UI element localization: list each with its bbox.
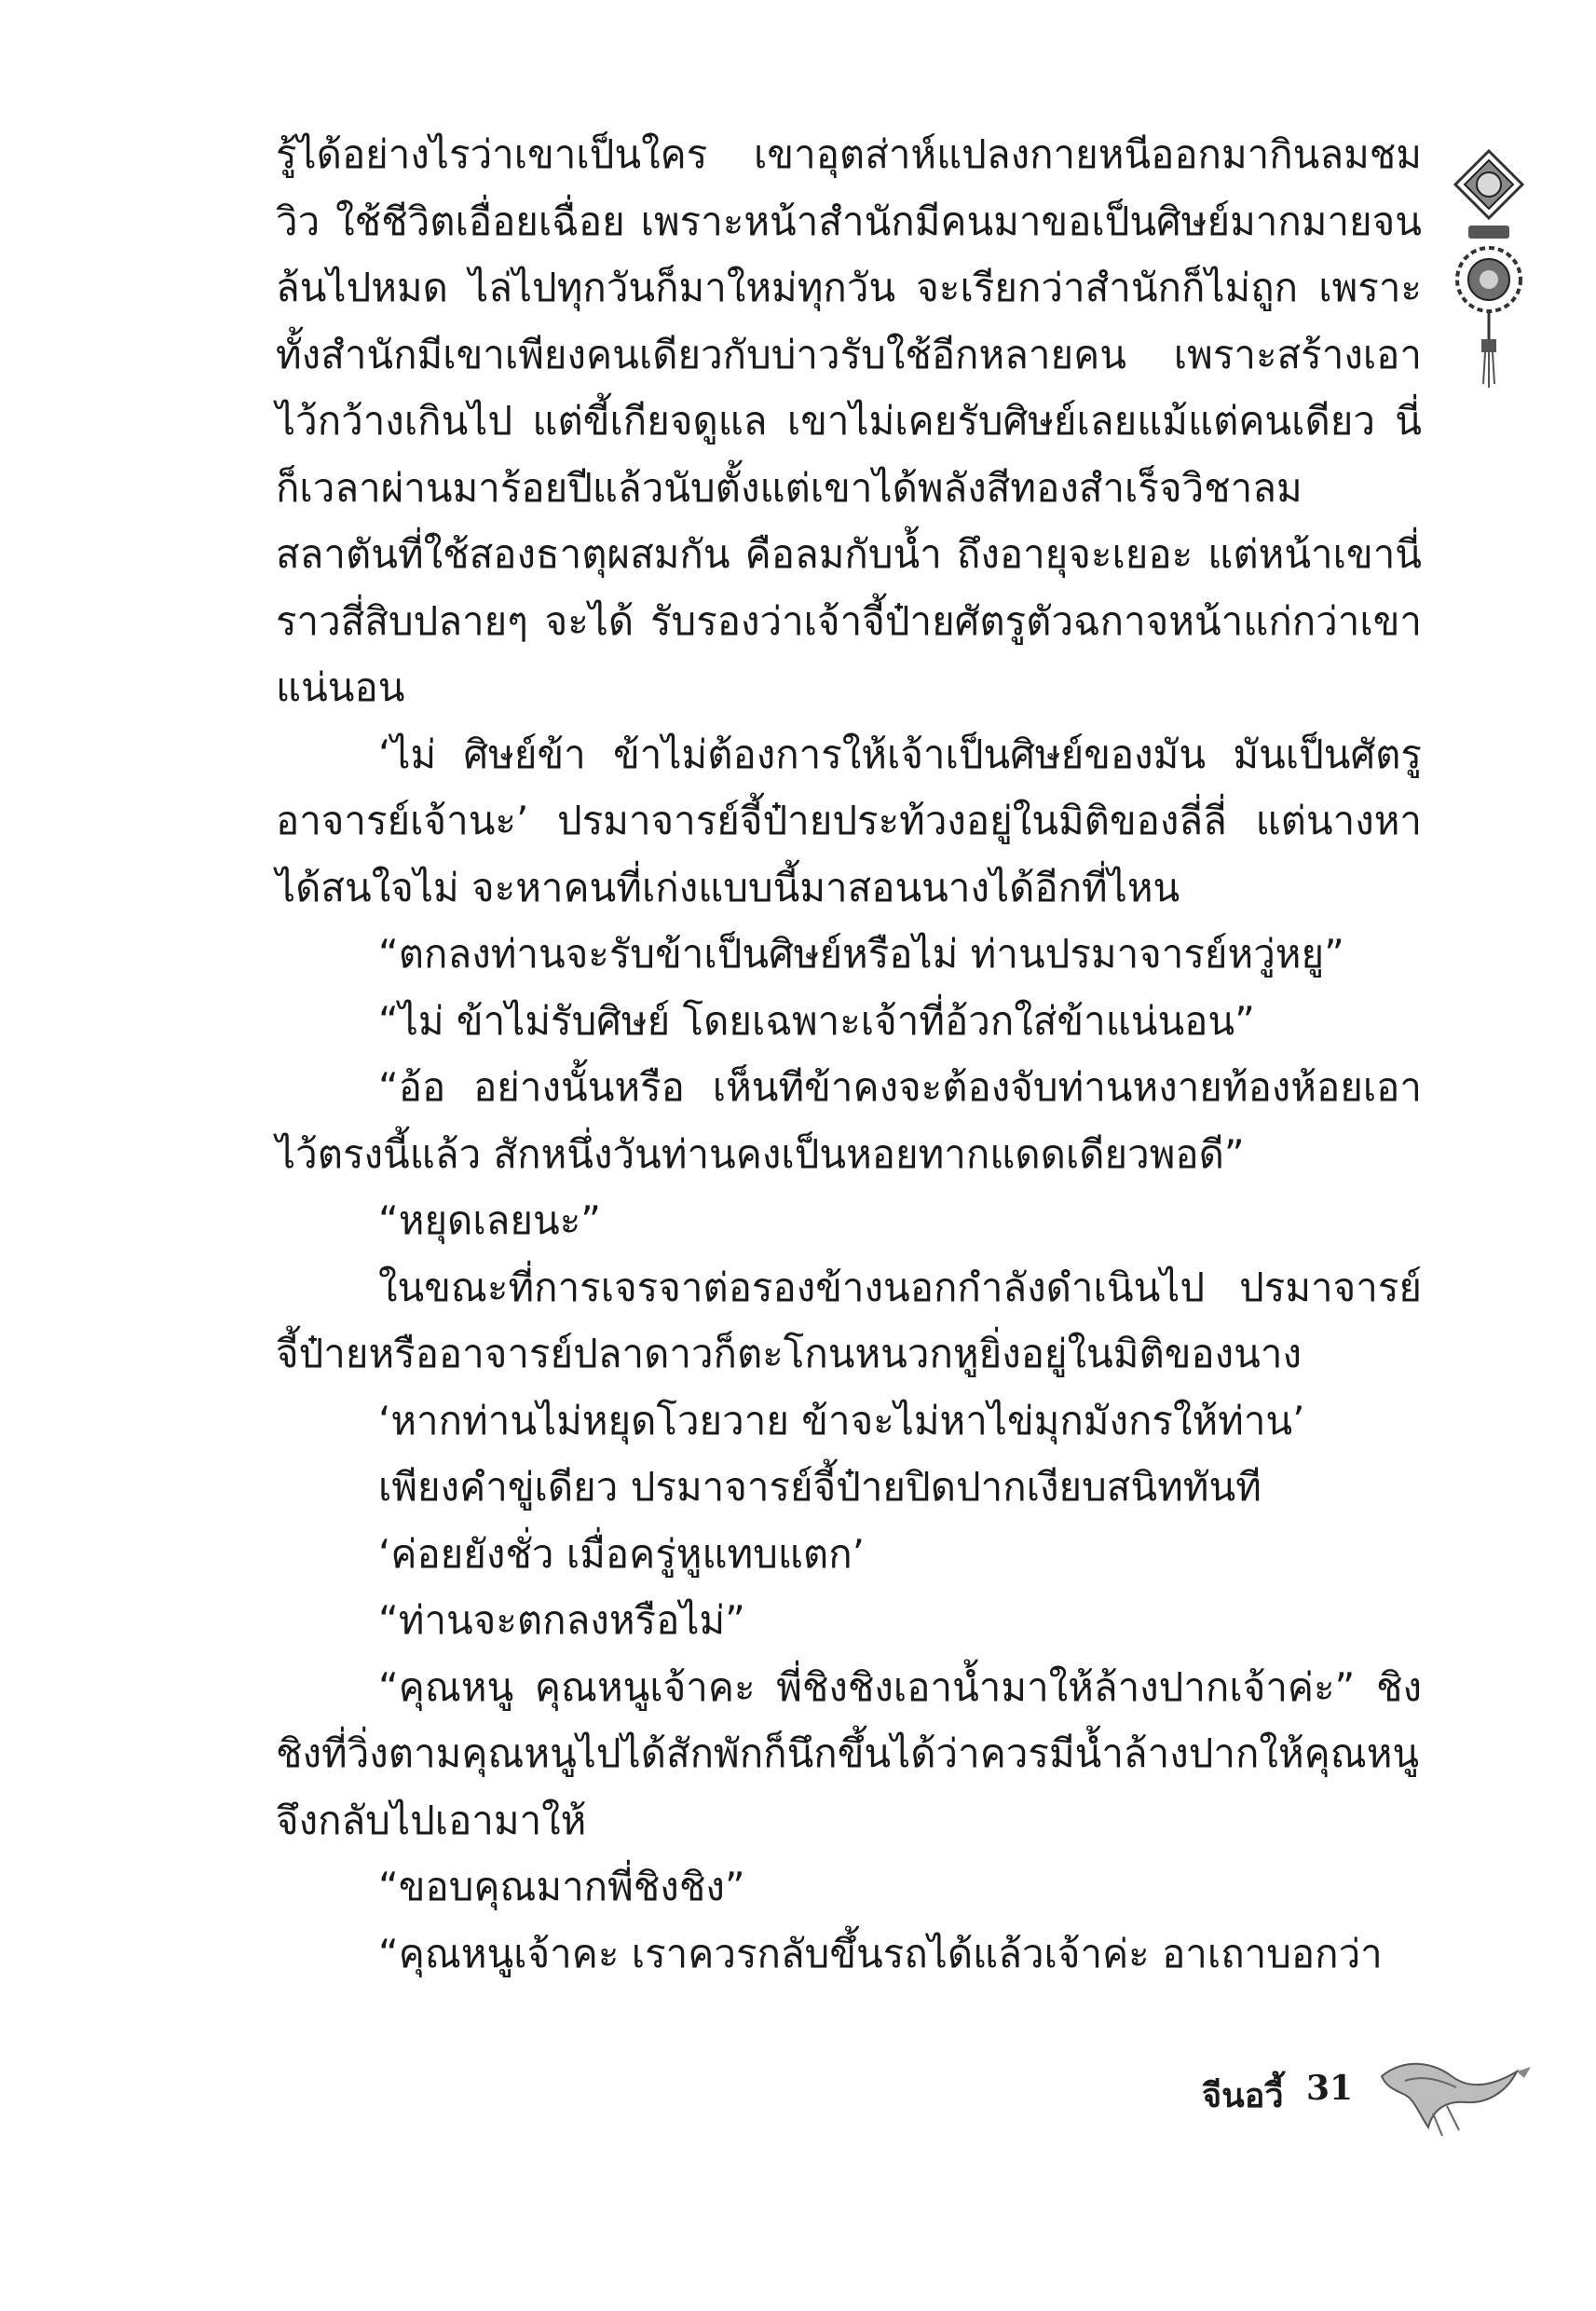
ornament-emblem-icon xyxy=(1448,149,1530,391)
paragraph: ในขณะที่การเจรจาต่อรองข้างนอกกำลังดำเนินไป ปรมาจารย์จี้ป๋ายหรืออาจารย์ปลาดาวก็ตะโกนหนวกหูยิ่งอยู่ในมิติของนาง xyxy=(276,1264,1422,1376)
dragon-ornament-icon xyxy=(1377,2039,1535,2141)
paragraph: เพียงคำขู่เดียว ปรมาจารย์จี้ป๋ายปิดปากเงียบสนิททันที xyxy=(378,1464,1262,1510)
paragraph: “อ้อ อย่างนั้นหรือ เห็นทีข้าคงจะต้องจับท่านหงายท้องห้อยเอาไว้ตรงนี้แล้ว สักหนึ่งวันท่านคงเป็นหอยทากแดดเดียวพอดี” xyxy=(276,1064,1422,1177)
book-title: จีนอวี้ xyxy=(1202,2076,1284,2115)
paragraph: “ท่านจะตกลงหรือไม่” xyxy=(378,1597,745,1643)
paragraph: รู้ได้อย่างไรว่าเขาเป็นใคร เขาอุตส่าห์แปลงกายหนีออกมากินลมชมวิว ใช้ชีวิตเอื่อยเฉื่อย เพราะหน้าสำนักมีคนมาขอเป็นศิษย์มากมายจนล้นไปหมด ไล่ไปทุกวันก็มาใหม่ทุกวัน จะเรียกว่าสำนักก็ไม่ถูก เพราะทั้งสำนักมีเขาเพียงคนเดียวกับบ่าวรับใช้อีกหลายคน เพราะสร้างเอาไว้กว้างเกินไป แต่ขี้เกียจดูแล เขาไม่เคยรับศิษย์เลยแม้แต่คนเดียว นี่ก็เวลาผ่านมาร้อยปีแล้วนับตั้งแต่เขาได้พลังสีทองสำเร็จวิชาลมสลาตันที่ใช้สองธาตุผสมกัน คือลมกับน้ำ ถึงอายุจะเยอะ แต่หน้าเขานี่ราวสี่สิบปลายๆ จะได้ รับรองว่าเจ้าจี้ป๋ายศัตรูตัวฉกาจหน้าแก่กว่าเขาแน่นอน xyxy=(276,131,1422,710)
paragraph: ‘หากท่านไม่หยุดโวยวาย ข้าจะไม่หาไข่มุกมังกรให้ท่าน’ xyxy=(378,1397,1305,1443)
page-text xyxy=(276,121,1422,1987)
paragraph: ‘ค่อยยังชั่ว เมื่อครู่หูแทบแตก’ xyxy=(378,1530,865,1577)
paragraph: ‘ไม่ ศิษย์ข้า ข้าไม่ต้องการให้เจ้าเป็นศิษย์ของมัน มันเป็นศัตรูอาจารย์เจ้านะ’ ปรมาจารย์จี้ป๋ายประท้วงอยู่ในมิติของลี่ลี่ แต่นางหาได้สนใจไม่ จะหาคนที่เก่งแบบนี้มาสอนนางได้อีกที่ไหน xyxy=(276,731,1422,910)
paragraph: “ไม่ ข้าไม่รับศิษย์ โดยเฉพาะเจ้าที่อ้วกใส่ข้าแน่นอน” xyxy=(378,997,1255,1044)
page-number: 31 xyxy=(1306,2069,1354,2108)
paragraph: “คุณหนู คุณหนูเจ้าคะ พี่ชิงชิงเอาน้ำมาให้ล้างปากเจ้าค่ะ” ชิงชิงที่วิ่งตามคุณหนูไปได้สักพักก็นึกขึ้นได้ว่าควรมีน้ำล้างปากให้คุณหนูจึงกลับไปเอามาให้ xyxy=(276,1663,1422,1843)
paragraph: “ขอบคุณมากพี่ชิงชิง” xyxy=(378,1864,745,1909)
paragraph: “ตกลงท่านจะรับข้าเป็นศิษย์หรือไม่ ท่านปรมาจารย์หวู่หยู” xyxy=(378,931,1344,977)
paragraph: “คุณหนูเจ้าคะ เราควรกลับขึ้นรถได้แล้วเจ้าค่ะ อาเถาบอกว่า xyxy=(378,1930,1383,1976)
paragraph: “หยุดเลยนะ” xyxy=(378,1197,602,1243)
